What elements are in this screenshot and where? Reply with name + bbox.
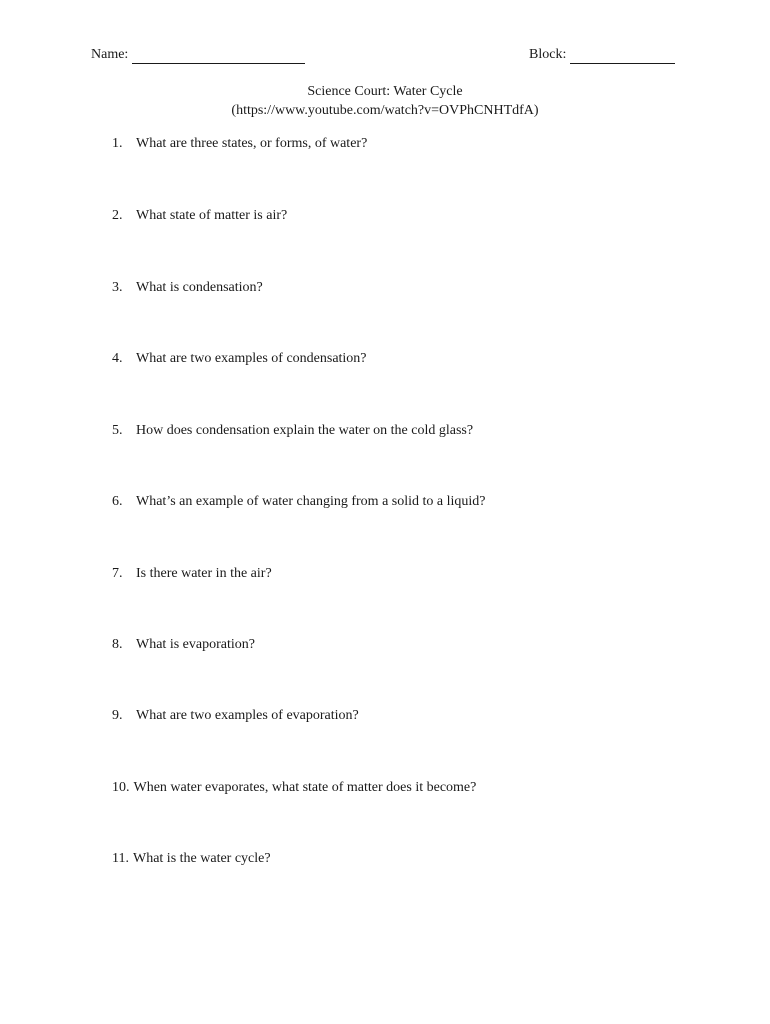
question-item [112,350,367,368]
question-number: 5. [112,423,123,438]
name-label: Name: [91,47,129,62]
question-number: 11. [112,851,129,866]
question-item [112,279,263,297]
question-number: 7. [112,566,123,581]
question-text: What are three states, or forms, of water? [136,136,368,151]
name-field [91,46,305,64]
question-text: What’s an example of water changing from a solid to a liquid? [136,494,486,509]
question-text: What is the water cycle? [132,851,271,866]
video-url: (https://www.youtube.com/watch?v=OVPhCNHTdfA) [231,103,539,118]
question-item [112,850,271,868]
question-number: 1. [112,136,123,151]
question-text: Is there water in the air? [136,566,272,581]
question-number: 6. [112,494,123,509]
question-number: 2. [112,208,123,223]
question-number: 4. [112,351,123,366]
question-text: What is evaporation? [136,637,255,652]
question-text: When water evaporates, what state of matter does it become? [133,780,477,795]
question-item [112,207,287,225]
block-label: Block: [529,47,567,62]
question-text: What state of matter is air? [136,208,288,223]
worksheet-title [0,82,770,120]
question-item [112,493,486,511]
question-number: 10. [112,780,130,795]
name-blank-line[interactable] [132,50,305,64]
question-item [112,422,473,440]
question-item [112,565,272,583]
question-text: What are two examples of condensation? [136,351,367,366]
block-field [529,46,675,64]
question-item [112,707,359,725]
title-text: Science Court: Water Cycle [307,84,463,99]
block-blank-line[interactable] [570,50,675,64]
question-text: What are two examples of evaporation? [136,708,359,723]
question-text: How does condensation explain the water on the cold glass? [136,423,474,438]
question-item [112,779,476,797]
question-number: 3. [112,280,123,295]
question-number: 9. [112,708,123,723]
question-item [112,636,255,654]
question-item [112,135,367,153]
question-number: 8. [112,637,123,652]
question-text: What is condensation? [136,280,263,295]
